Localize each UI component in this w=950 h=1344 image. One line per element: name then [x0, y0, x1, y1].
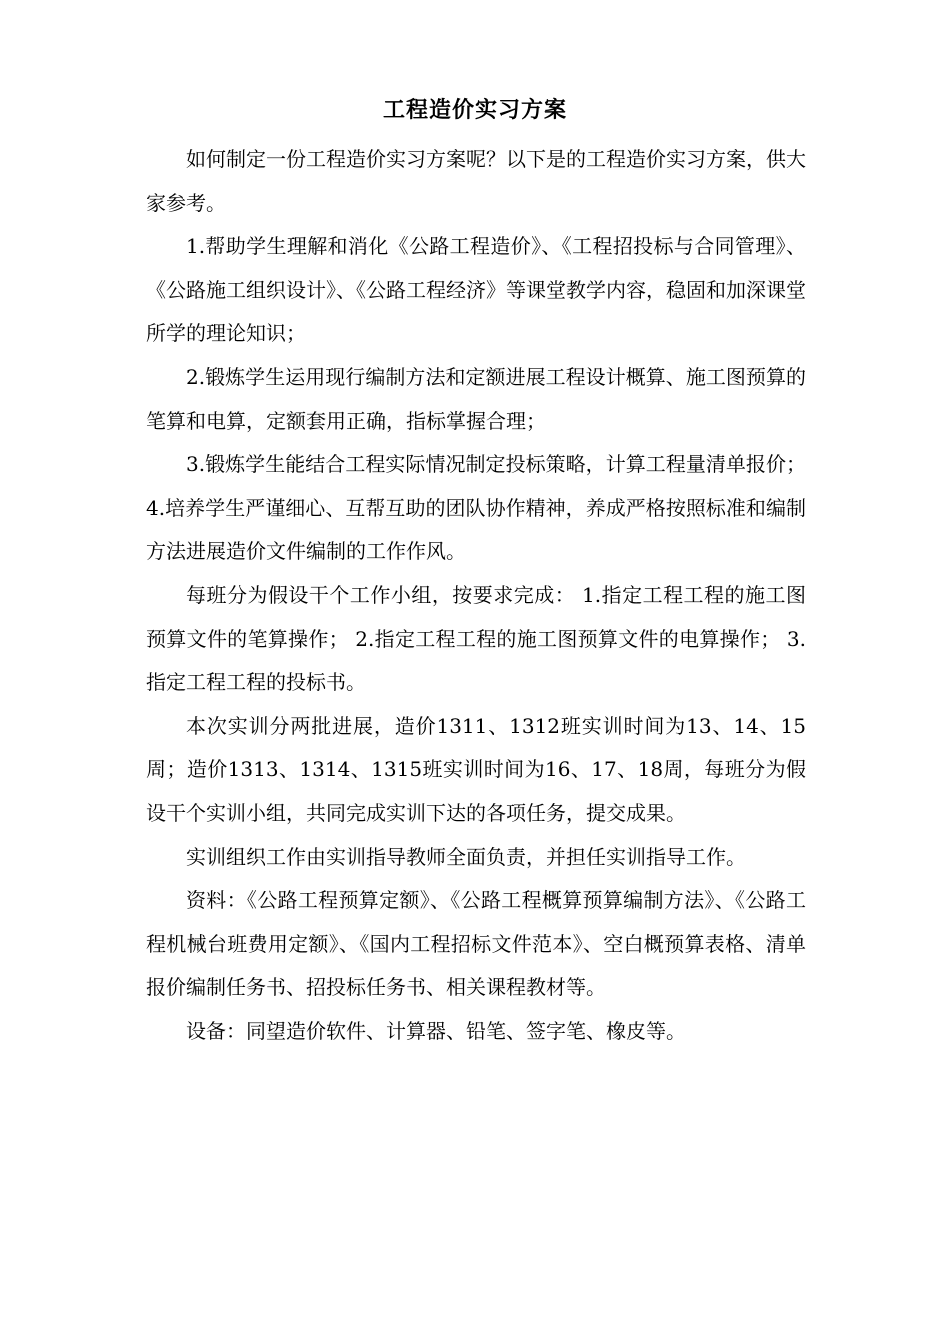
- paragraph-goal-3-4: 3.锻炼学生能结合工程实际情况制定投标策略，计算工程量清单报价； 4.培养学生严谨细心、互帮互助的团队协作精神，养成严格按照标准和编制方法进展造价文件编制的工作作风。: [146, 452, 806, 564]
- paragraph-intro: 如何制定一份工程造价实习方案呢？以下是的工程造价实习方案，供大家参考。: [146, 147, 806, 215]
- document-title: 工程造价实习方案: [382, 97, 567, 123]
- document-body: [146, 138, 806, 1053]
- paragraph-goal-2: 2.锻炼学生运用现行编制方法和定额进展工程设计概算、施工图预算的笔算和电算，定额套用正确，指标掌握合理；: [146, 364, 806, 433]
- paragraph-equipment: 设备：同望造价软件、计算器、铅笔、签字笔、橡皮等。: [186, 1018, 686, 1043]
- paragraph-goal-1: 1.帮助学生理解和消化《公路工程造价》、《工程招投标与合同管理》、《公路施工组织设计》、《公路工程经济》等课堂教学内容，稳固和加深课堂所学的理论知识；: [146, 234, 806, 346]
- paragraph-organization: 实训组织工作由实训指导教师全面负责，并担任实训指导工作。: [186, 844, 746, 869]
- paragraph-materials: 资料：《公路工程预算定额》、《公路工程概算预算编制方法》、《公路工程机械台班费用定额》、《国内工程招标文件范本》、空白概预算表格、清单报价编制任务书、招投标任务书、相关课程教材等。: [146, 888, 806, 1000]
- paragraph-schedule: 本次实训分两批进展，造价1311、1312班实训时间为13、14、15周；造价1313、1314、1315班实训时间为16、17、18周，每班分为假设干个实训小组，共同完成实训下达的各项任务，提交成果。: [146, 713, 806, 825]
- paragraph-tasks: 每班分为假设干个工作小组，按要求完成： 1.指定工程工程的施工图预算文件的笔算操作； 2.指定工程工程的施工图预算文件的电算操作； 3.指定工程工程的投标书。: [146, 582, 806, 695]
